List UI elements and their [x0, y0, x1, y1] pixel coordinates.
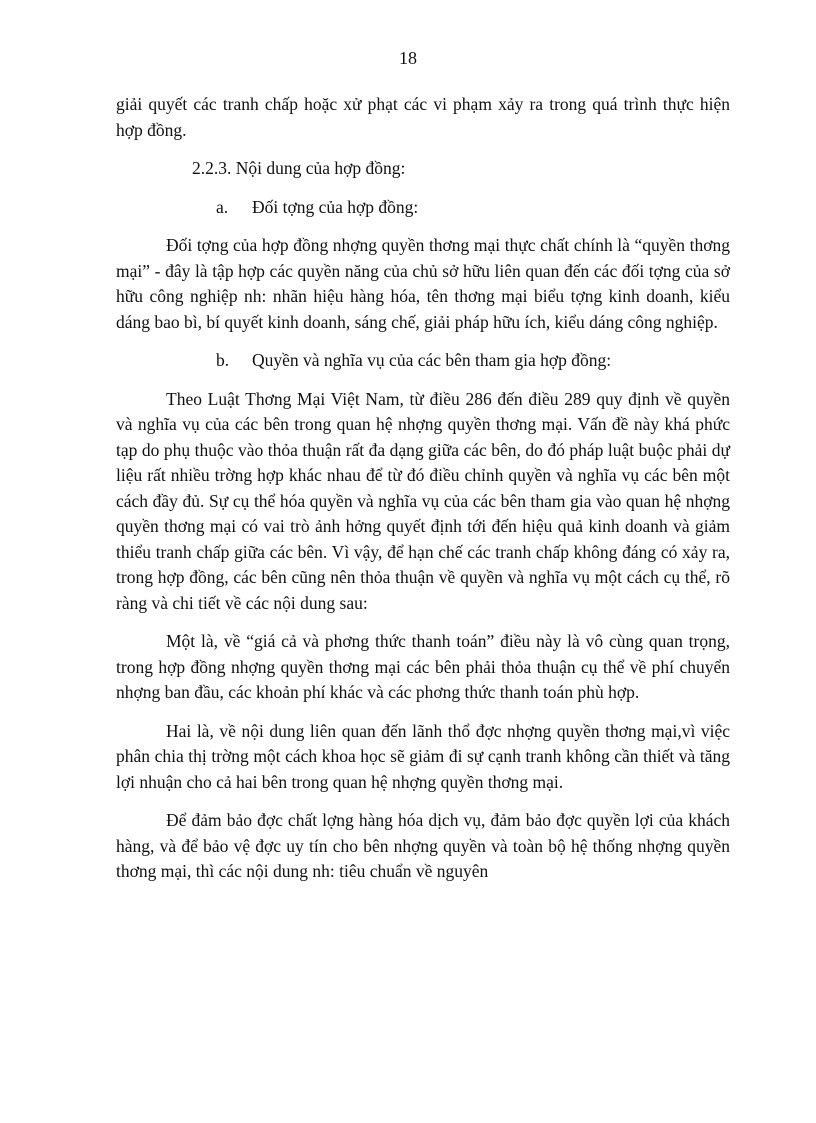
- paragraph-rights-obligations: Theo Luật Thơng Mại Việt Nam, từ điều 286 đến điều 289 quy định về quyền và nghĩa vụ của các bên trong quan hệ nhợng quyền thơng mại. Vấn đề này khá phức tạp do phụ thuộc vào thỏa thuận rất đa dạng giữa các bên, do đó pháp luật buộc phải dự liệu rất nhiều trờng hợp khác nhau để từ đó điều chỉnh quyền và nghĩa vụ các bên một cách đầy đủ. Sự cụ thể hóa quyền và nghĩa vụ của các bên tham gia vào quan hệ nhợng quyền thơng mại có vai trò ảnh hởng quyết định tới đến hiệu quả kinh doanh và giảm thiểu tranh chấp giữa các bên. Vì vậy, để hạn chế các tranh chấp không đáng có xảy ra, trong hợp đồng, các bên cũng nên thỏa thuận về quyền và nghĩa vụ một cách cụ thể, rõ ràng và chi tiết về các nội dung sau:: [116, 388, 730, 613]
- subsection-heading-a: [116, 195, 730, 221]
- subsection-heading-b: [116, 348, 730, 374]
- section-heading-2-2-3: 2.2.3. Nội dung của hợp đồng:: [192, 158, 406, 178]
- page-body: [116, 92, 730, 898]
- paragraph-price-payment: Một là, về “giá cả và phơng thức thanh toán” điều này là vô cùng quan trọng, trong hợp đồng nhợng quyền thơng mại các bên phải thỏa thuận cụ thể về phí chuyển nhợng ban đầu, các khoản phí khác và các phơng thức thanh toán phù hợp.: [116, 631, 730, 702]
- paragraph-object-of-contract: Đối tợng của hợp đồng nhợng quyền thơng mại thực chất chính là “quyền thơng mại” - đây là tập hợp các quyền năng của chủ sở hữu liên quan đến các đối tợng của sở hữu công nghiệp nh: nhãn hiệu hàng hóa, tên thơng mại biểu tợng kinh doanh, kiểu dáng bao bì, bí quyết kinh doanh, sáng chế, giải pháp hữu ích, kiểu dáng công nghiệp.: [116, 235, 730, 332]
- paragraph-territory: Hai là, về nội dung liên quan đến lãnh thổ đợc nhợng quyền thơng mại,vì việc phân chia thị trờng một cách khoa học sẽ giảm đi sự cạnh tranh không cần thiết và tăng lợi nhuận cho cả hai bên trong quan hệ nhợng quyền thơng mại.: [116, 720, 730, 792]
- page-number: 18: [399, 48, 417, 68]
- subsection-marker-b: b.: [216, 350, 230, 370]
- subsection-title-a: Đối tợng của hợp đồng:: [252, 196, 419, 217]
- subsection-marker-a: a.: [216, 196, 229, 217]
- paragraph-quality: Để đảm bảo đợc chất lợng hàng hóa dịch vụ, đảm bảo đợc quyền lợi của khách hàng, và để bảo vệ đợc uy tín cho bên nhợng quyền và toàn bộ hệ thống nhợng quyền thơng mại, thì các nội dung nh: tiêu chuẩn về nguyên: [116, 810, 730, 881]
- paragraph-continuation: giải quyết các tranh chấp hoặc xử phạt các vi phạm xảy ra trong quá trình thực hiện hợp đồng.: [116, 94, 730, 140]
- subsection-title-b: Quyền và nghĩa vụ của các bên tham gia hợp đồng:: [252, 350, 612, 370]
